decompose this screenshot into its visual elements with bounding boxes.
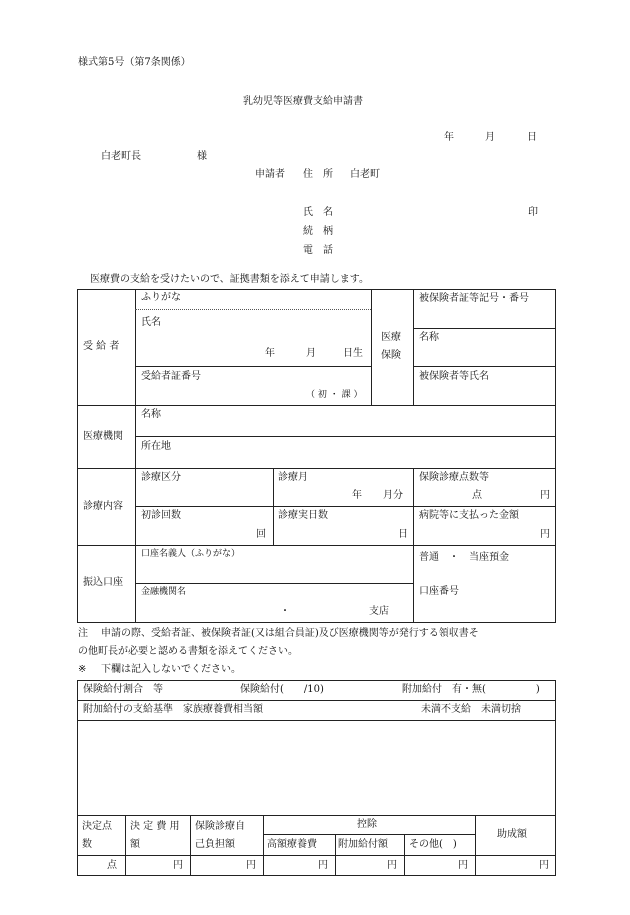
addressee-suffix: 様 — [197, 151, 207, 162]
insurance-benefit-label: 保険給付( /10) — [240, 684, 324, 695]
yen-unit-cell: 円 — [387, 860, 397, 871]
unpaid-label: 未満不支給 未満切捨 — [421, 704, 521, 715]
col-divider — [404, 834, 405, 876]
col-divider — [263, 815, 264, 876]
note-line-1: 申請の際、受給者証、被保険者証(又は組合員証)及び医療機関等が発行する領収書そ — [101, 628, 479, 639]
first-visits-label: 初診回数 — [141, 510, 181, 521]
days-unit: 日 — [398, 529, 408, 540]
times-unit: 回 — [256, 529, 266, 540]
treatment-month-label: 診療月 — [278, 472, 308, 483]
insurance-label-1: 医療 — [381, 332, 401, 343]
furigana-dotted-line — [135, 309, 371, 310]
treatment-label: 診療内容 — [83, 501, 123, 512]
date-year-unit: 年 — [444, 132, 454, 143]
other-label: その他( ) — [409, 839, 457, 850]
institution-name-label: 名称 — [141, 409, 161, 420]
account-type: 普通 ・ 当座預金 — [419, 552, 509, 563]
paid-yen-unit: 円 — [540, 529, 550, 540]
row-divider — [77, 815, 556, 816]
row-divider — [135, 583, 413, 584]
row-divider — [77, 855, 556, 856]
col-divider — [273, 468, 274, 545]
birth-month-unit: 月 — [306, 348, 316, 359]
high-cost-label: 高額療養費 — [267, 839, 317, 850]
points-unit-cell: 点 — [107, 860, 117, 871]
date-day-unit: 日 — [527, 132, 537, 143]
branch-label: 支店 — [369, 606, 389, 617]
yen-unit-cell: 円 — [173, 860, 183, 871]
institution-location-label: 所在地 — [141, 441, 171, 452]
seal-mark: 印 — [528, 207, 538, 218]
deduction-divider — [263, 834, 475, 835]
medical-institution-label: 医療機関 — [83, 431, 123, 442]
decided-points-label-1: 決定点 — [82, 821, 112, 832]
furigana-label: ふりがな — [141, 292, 181, 303]
additional-benefit-label: 附加給付 有・無( ) — [402, 684, 540, 695]
actual-days-label: 診療実日数 — [278, 510, 328, 521]
col-divider — [475, 815, 476, 876]
main-table — [77, 289, 556, 623]
financial-institution-label: 金融機関名 — [141, 587, 187, 597]
birth-year-unit: 年 — [265, 348, 275, 359]
note-line-2: の他町長が必要と認める書類を添えてください。 — [78, 646, 298, 657]
row-divider — [77, 720, 556, 721]
form-number: 様式第5号（第7条関係） — [78, 57, 191, 68]
col-divider — [190, 815, 191, 876]
deduction-label: 控除 — [357, 819, 377, 830]
request-statement: 医療費の支給を受けたいので、証拠書類を添えて申請します。 — [90, 274, 369, 285]
note-mark: 注 — [78, 628, 88, 639]
applicant-address-label: 住 所 — [303, 169, 333, 180]
col-divider — [413, 545, 414, 623]
yen-unit-cell: 円 — [318, 860, 328, 871]
recipient-section-label: 受 給 者 — [83, 341, 120, 352]
row-divider — [135, 436, 556, 437]
form-title: 乳幼児等医療費支給申請書 — [243, 96, 363, 107]
col-divider — [335, 834, 336, 876]
points-unit: 点 — [472, 490, 482, 501]
benefit-rate-label: 保険給付割合 等 — [83, 684, 163, 695]
office-mark: ※ — [78, 664, 87, 675]
transfer-label: 振込口座 — [83, 577, 123, 588]
row-divider — [77, 700, 556, 701]
additional-amount-label: 附加給付額 — [338, 839, 388, 850]
label-column-divider — [135, 289, 136, 623]
row-divider — [135, 506, 556, 507]
treatment-year-unit: 年 — [352, 490, 362, 501]
row-divider — [413, 366, 556, 367]
bank-branch-dot: ・ — [280, 606, 290, 617]
applicant-phone-label: 電 話 — [303, 245, 333, 256]
insured-name-label: 被保険者等氏名 — [419, 371, 489, 382]
paid-amount-label: 病院等に支払った金額 — [419, 510, 519, 521]
yen-unit-cell: 円 — [246, 860, 256, 871]
treatment-category-label: 診療区分 — [141, 472, 181, 483]
row-divider — [77, 468, 556, 469]
insurance-name-label: 名称 — [419, 332, 439, 343]
decided-points-label-2: 数 — [82, 839, 92, 850]
applicant-relation-label: 続 柄 — [303, 226, 333, 237]
row-divider — [77, 405, 556, 406]
decided-cost-label-2: 額 — [130, 839, 140, 850]
date-month-unit: 月 — [485, 132, 495, 143]
insurance-label-divider — [371, 289, 372, 405]
recipient-name-label: 氏名 — [141, 317, 161, 328]
office-instruction: 下欄は記入しないでください。 — [101, 664, 241, 675]
row-divider — [77, 545, 556, 546]
row-divider — [135, 366, 371, 367]
additional-criteria-label: 附加給付の支給基準 家族療養費相当額 — [83, 704, 263, 715]
points-label: 保険診療点数等 — [419, 472, 489, 483]
col-divider — [413, 468, 414, 545]
treatment-month-unit: 月分 — [383, 490, 403, 501]
subsidy-label: 助成額 — [497, 829, 527, 840]
points-yen-unit: 円 — [540, 490, 550, 501]
insurance-value-divider — [413, 289, 414, 405]
yen-unit-cell: 円 — [539, 860, 549, 871]
applicant-label: 申請者 — [255, 169, 285, 180]
yen-unit-cell: 円 — [458, 860, 468, 871]
self-pay-label-1: 保険診療自 — [195, 821, 245, 832]
insurance-label-2: 保険 — [381, 350, 401, 361]
account-holder-label: 口座名義人（ふりがな） — [141, 549, 241, 559]
account-number-label: 口座番号 — [419, 586, 459, 597]
first-or-section: （ 初 ・ 課 ） — [306, 390, 363, 400]
addressee: 白老町長 — [101, 151, 141, 162]
applicant-name-label: 氏 名 — [303, 207, 333, 218]
cert-number-label: 受給者証番号 — [141, 371, 201, 382]
col-divider — [125, 815, 126, 876]
insurance-cert-label: 被保険者証等記号・番号 — [419, 293, 529, 304]
birth-day-unit: 日生 — [343, 348, 363, 359]
applicant-town: 白老町 — [350, 169, 380, 180]
row-divider — [413, 328, 556, 329]
self-pay-label-2: 己負担額 — [195, 839, 235, 850]
decided-cost-label-1: 決 定 費 用 — [130, 821, 180, 832]
